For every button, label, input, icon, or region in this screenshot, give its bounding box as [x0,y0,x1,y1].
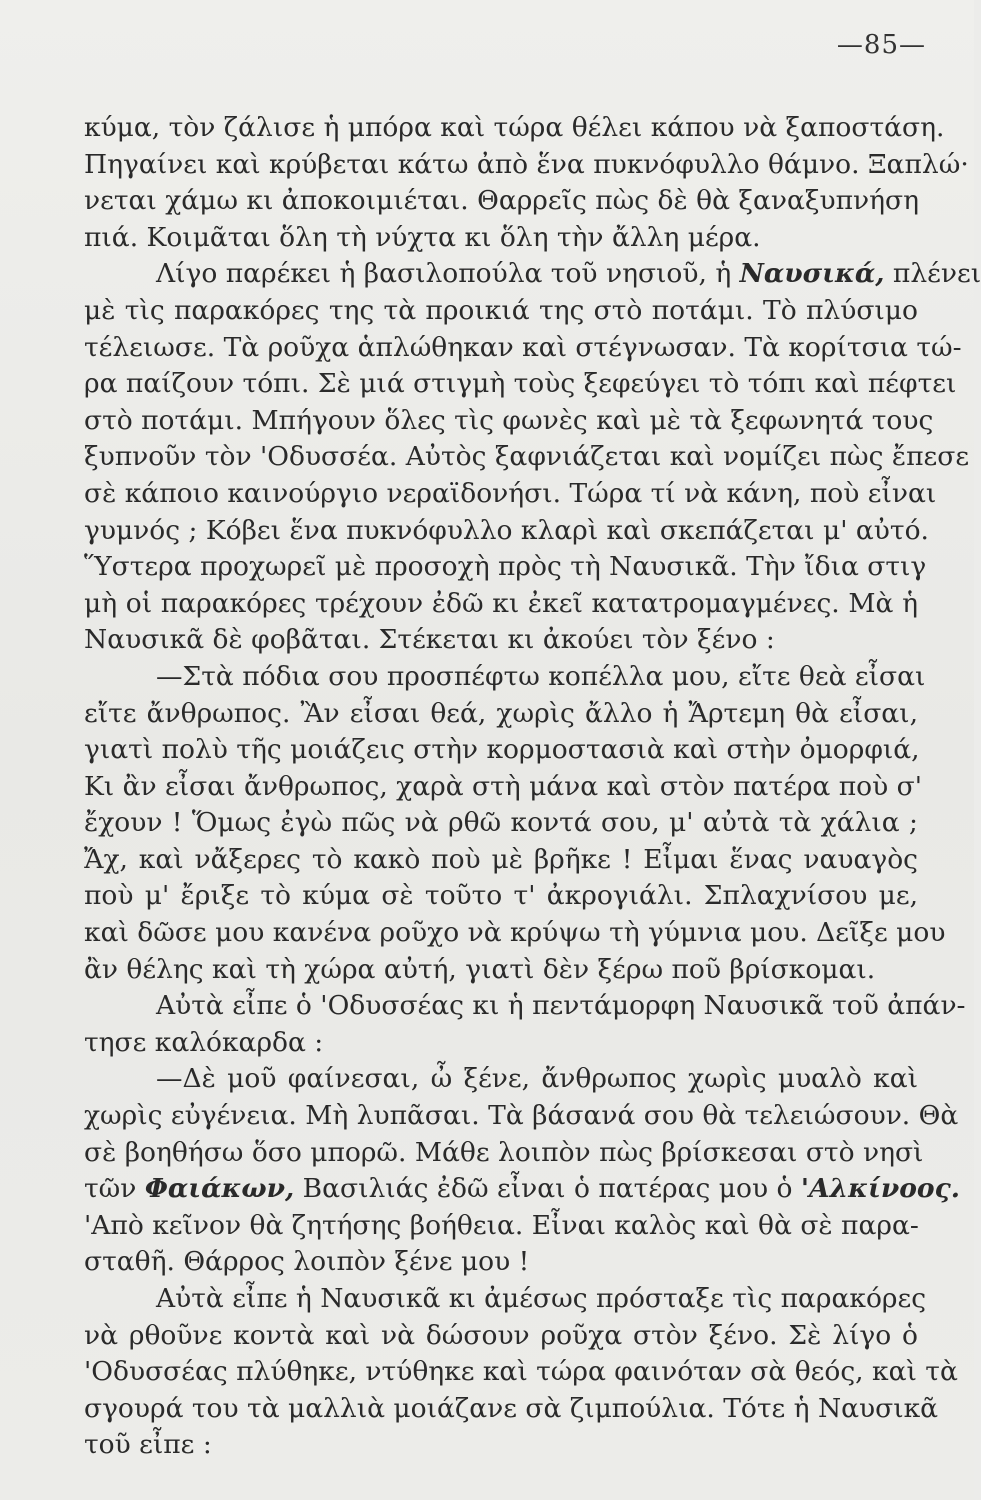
text-line [84,549,927,586]
text-run: καὶ δῶσε μου κανένα ροῦχο νὰ κρύψω τὴ γύμνια μου. Δεῖξε μου [84,917,946,949]
text-run: ἂν θέλης καὶ τὴ χώρα αὐτή, γιατὶ δὲν ξέρω ποῦ βρίσκομαι. [84,953,876,985]
text-run: νὰ ρθοῦνε κοντὰ καὶ νὰ δώσουν ροῦχα στὸν ξένο. Σὲ λίγο ὁ [84,1319,918,1351]
text-line [84,330,962,367]
text-run: μὲ τὶς παρακόρες της τὰ προικιά της στὸ ποτάμι. Τὸ πλύσιμο [84,294,918,326]
text-line [84,1171,960,1208]
text-run: πλένει [884,258,981,290]
text-line [84,293,918,330]
text-line [84,366,957,403]
emphasized-name: Ναυσικά, [739,258,885,290]
text-line [84,513,929,550]
text-line [84,403,934,440]
text-line [84,256,981,293]
text-line [84,147,969,184]
text-line [84,696,918,733]
text-run: Αὐτὰ εἶπε ἡ Ναυσικᾶ κι ἀμέσως πρόσταξε τὶς παρακόρες [156,1283,927,1314]
text-line [84,439,970,476]
text-line [84,1061,918,1098]
text-run: τέλειωσε. Τὰ ροῦχα ἁπλώθηκαν καὶ στέγνωσαν. Τὰ κορίτσια τώ- [84,331,962,363]
text-line [84,915,946,952]
text-run: —Στὰ πόδια σου προσπέφτω κοπέλλα μου, εἴτε θεὰ εἶσαι [156,660,926,692]
text-line [84,183,918,220]
text-line [84,1281,927,1318]
text-line [84,110,945,147]
text-run: ξυπνοῦν τὸν 'Οδυσσέα. Αὐτὸς ξαφνιάζεται καὶ νομίζει πὼς ἔπεσε [84,441,970,473]
text-line [84,988,966,1025]
text-run: τοῦ εἶπε : [84,1429,212,1461]
text-run: μὴ οἱ παρακόρες τρέχουν ἐδῶ κι ἐκεῖ κατατρομαγμένες. Μὰ ἡ [84,587,918,619]
text-run: 'Οδυσσέας πλύθηκε, ντύθηκε καὶ τώρα φαινόταν σὰ θεός, καὶ τὰ [84,1356,958,1388]
text-line [84,842,918,879]
text-run: —Δὲ μοῦ φαίνεσαι, ὦ ξένε, ἄνθρωπος χωρὶς μυαλὸ καὶ [156,1063,918,1095]
text-line [84,1391,939,1428]
text-run: ρα παίζουν τόπι. Σὲ μιά στιγμὴ τοὺς ξεφεύγει τὸ τόπι καὶ πέφτει [84,368,957,400]
text-line [84,769,922,806]
emphasized-name: 'Αλκίνοος. [800,1173,960,1205]
text-run: 'Απὸ κεῖνον θὰ ζητήσης βοήθεια. Εἶναι καλὸς καὶ θὰ σὲ παρα- [84,1209,919,1241]
text-run: στὸ ποτάμι. Μπήγουν ὅλες τὶς φωνὲς καὶ μὲ τὰ ξεφωνητά τους [84,404,934,436]
text-run: σὲ βοηθήσω ὅσο μπορῶ. Μάθε λοιπὸν πὼς βρίσκεσαι στὸ νησὶ [84,1136,924,1168]
text-line [84,1025,918,1062]
text-line [84,659,926,696]
text-line [84,586,918,623]
text-run: ποὺ μ' ἔριξε τὸ κύμα σὲ τοῦτο τ' ἀκρογιάλι. Σπλαχνίσου με, [84,880,918,912]
body-text [84,110,981,1464]
text-run: χωρὶς εὐγένεια. Μὴ λυπᾶσαι. Τὰ βάσανά σου θὰ τελειώσουν. Θὰ [84,1100,959,1132]
text-run: γιατὶ πολὺ τῆς μοιάζεις στὴν κορμοστασιὰ καὶ στὴν ὀμορφιά, [84,734,920,766]
text-run: Αὐτὰ εἶπε ὁ 'Οδυσσέας κι ἡ πεντάμορφη Ναυσικᾶ τοῦ ἀπάν- [156,990,966,1022]
text-run: σγουρά του τὰ μαλλιὰ μοιάζανε σὰ ζιμπούλια. Τότε ἡ Ναυσικᾶ [84,1392,939,1424]
text-run: σὲ κάποιο καινούργιο νεραϊδονήσι. Τώρα τί νὰ κάνη, ποὺ εἶναι [84,477,937,509]
text-run: τῶν [84,1173,145,1205]
text-line [84,1098,959,1135]
text-line [84,476,937,513]
text-line [84,878,918,915]
text-line [84,732,918,769]
emphasized-name: Φαιάκων, [144,1173,295,1205]
text-line [84,805,918,842]
text-run: Ναυσικᾶ δὲ φοβᾶται. Στέκεται κι ἀκούει τὸν ξένο : [84,624,775,656]
text-line [84,1208,918,1245]
page-number: —85— [836,30,926,60]
text-run: πιά. Κοιμᾶται ὅλη τὴ νύχτα κι ὅλη τὴν ἄλλη μέρα. [84,221,761,253]
text-run: Βασιλιάς ἐδῶ εἶναι ὁ πατέρας μου ὁ [294,1173,801,1205]
text-line [84,220,918,257]
text-run: τησε καλόκαρδα : [84,1026,324,1058]
text-run: γυμνός ; Κόβει ἕνα πυκνόφυλλο κλαρὶ καὶ σκεπάζεται μ' αὐτό. [84,514,929,546]
text-run: σταθῆ. Θάρρος λοιπὸν ξένε μου ! [84,1246,530,1278]
text-run: Πηγαίνει καὶ κρύβεται κάτω ἀπὸ ἕνα πυκνόφυλλο θάμνο. Ξαπλώ· [84,148,969,180]
text-run: ἔχουν ! Ὅμως ἐγὼ πῶς νὰ ρθῶ κοντά σου, μ' αὐτὰ τὰ χάλια ; [84,807,918,839]
text-line [84,952,918,989]
text-line [84,1244,918,1281]
text-line [84,1427,918,1464]
text-line [84,1318,918,1355]
text-run: νεται χάμω κι ἀποκοιμιέται. Θαρρεῖς πὼς δὲ θὰ ξαναξυπνήση [84,185,919,217]
text-line [84,1135,924,1172]
text-line [84,622,918,659]
text-run: κύμα, τὸν ζάλισε ἡ μπόρα καὶ τώρα θέλει κάπου νὰ ξαποστάση. [84,112,945,143]
text-run: Κι ἂν εἶσαι ἄνθρωπος, χαρὰ στὴ μάνα καὶ στὸν πατέρα ποὺ σ' [84,770,922,802]
text-run: Ἄχ, καὶ νἄξερες τὸ κακὸ ποὺ μὲ βρῆκε ! Εἶμαι ἕνας ναυαγὸς [84,843,918,875]
text-run: Ὕστερα προχωρεῖ μὲ προσοχὴ πρὸς τὴ Ναυσικᾶ. Τὴν ἴδια στιγ [84,551,927,583]
text-run: Λίγο παρέκει ἡ βασιλοπούλα τοῦ νησιοῦ, ἡ [156,258,740,290]
text-run: εἴτε ἄνθρωπος. Ἂν εἶσαι θεά, χωρὶς ἄλλο ἡ Ἄρτεμη θὰ εἶσαι, [84,697,918,729]
text-line [84,1354,958,1391]
